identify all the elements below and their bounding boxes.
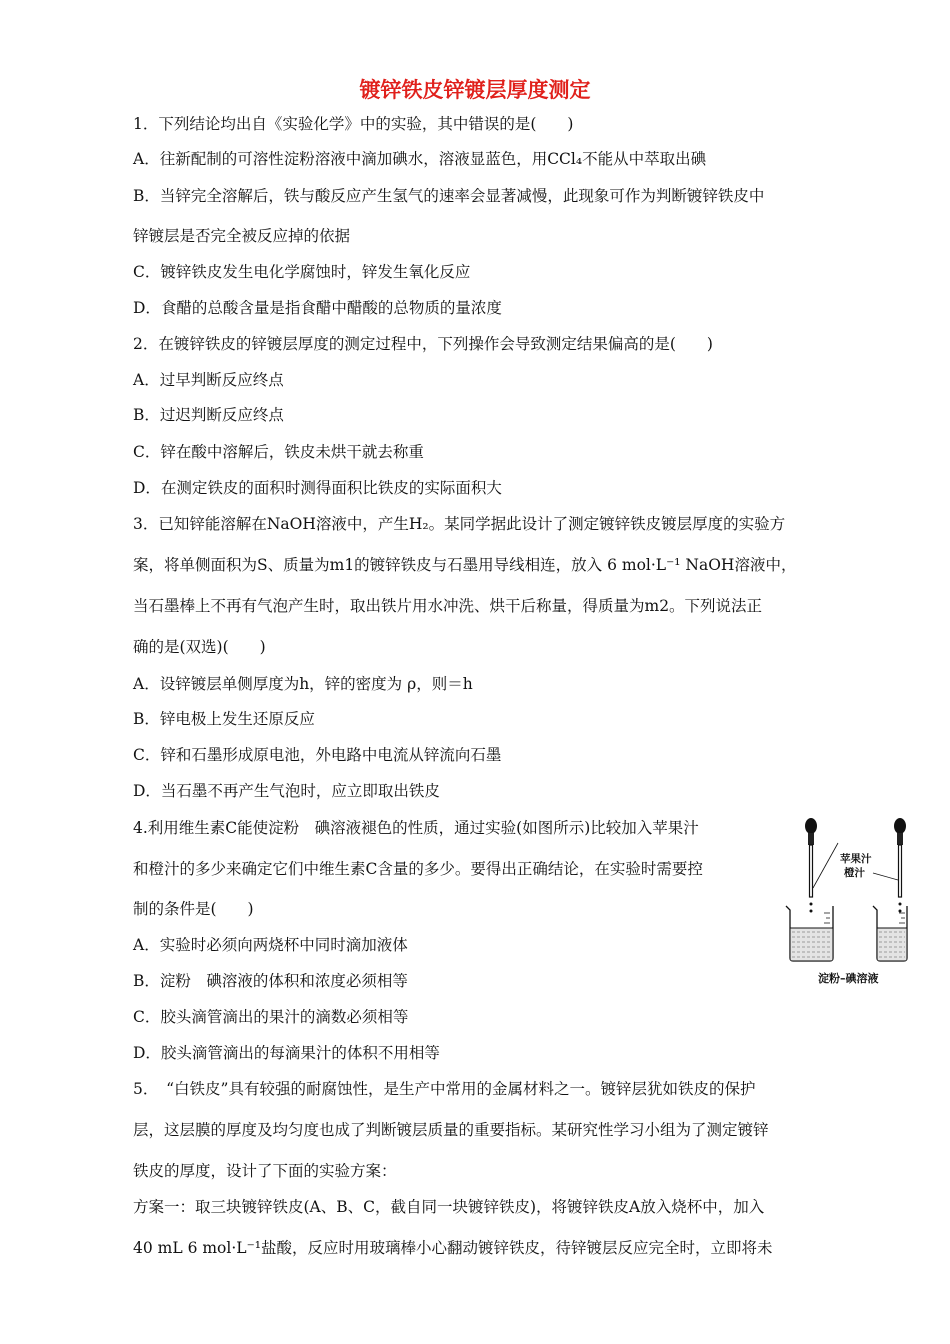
q1-option-b: B．当锌完全溶解后，铁与酸反应产生氢气的速率会显著减慢，此现象可作为判断镀锌铁皮中 — [133, 187, 765, 205]
label-apple-juice: 苹果汁 — [840, 853, 872, 865]
q4-stem-3: 制的条件是( ) — [133, 900, 254, 918]
q3-stem-1: 3．已知锌能溶解在NaOH溶液中，产生H₂。某同学据此设计了测定镀锌铁皮镀层厚度的实验方 — [133, 515, 786, 533]
q4-option-a: A．实验时必须向两烧杯中同时滴加液体 — [133, 936, 408, 954]
q3-stem-2: 案，将单侧面积为S、质量为m1的镀锌铁皮与石墨用导线相连，放入 6 mol·L⁻¹ NaOH溶液中， — [133, 556, 797, 574]
q1-option-d: D．食醋的总酸含量是指食醋中醋酸的总物质的量浓度 — [133, 299, 502, 317]
q3-option-b: B．锌电极上发生还原反应 — [133, 710, 315, 728]
q3-option-c: C．锌和石墨形成原电池，外电路中电流从锌流向石墨 — [133, 746, 502, 764]
q2-option-b: B．过迟判断反应终点 — [133, 406, 284, 424]
q4-option-b: B．淀粉 碘溶液的体积和浓度必须相等 — [133, 972, 408, 990]
q5-stem-1: 5． “白铁皮”具有较强的耐腐蚀性，是生产中常用的金属材料之一。镀锌层犹如铁皮的保护 — [133, 1080, 756, 1098]
q1-option-b-cont: 锌镀层是否完全被反应掉的依据 — [133, 227, 351, 245]
q1-option-c: C．镀锌铁皮发生电化学腐蚀时，锌发生氧化反应 — [133, 263, 471, 281]
q5-stem-3: 铁皮的厚度，设计了下面的实验方案： — [133, 1162, 397, 1180]
q3-option-a: A．设锌镀层单侧厚度为h，锌的密度为 ρ，则＝h — [133, 675, 473, 693]
q4-stem-1: 4.利用维生素C能使淀粉 碘溶液褪色的性质，通过实验(如图所示)比较加入苹果汁 — [133, 819, 699, 837]
q2-option-d: D．在测定铁皮的面积时测得面积比铁皮的实际面积大 — [133, 479, 502, 497]
beaker-left — [786, 906, 833, 961]
q1-stem: 1．下列结论均出自《实验化学》中的实验，其中错误的是( ) — [133, 115, 574, 133]
q4-option-c: C．胶头滴管滴出的果汁的滴数必须相等 — [133, 1008, 409, 1026]
beaker-right — [873, 906, 907, 961]
q4-stem-2: 和橙汁的多少来确定它们中维生素C含量的多少。要得出正确结论，在实验时需要控 — [133, 860, 703, 878]
q2-option-c: C．锌在酸中溶解后，铁皮未烘干就去称重 — [133, 443, 424, 461]
q2-stem: 2．在镀锌铁皮的锌镀层厚度的测定过程中，下列操作会导致测定结果偏高的是( ) — [133, 335, 713, 353]
q3-stem-4: 确的是(双选)( ) — [133, 638, 266, 656]
experiment-figure — [780, 818, 910, 993]
dropper-right — [894, 818, 906, 913]
q2-option-a: A．过早判断反应终点 — [133, 371, 284, 389]
document-title: 镀锌铁皮锌镀层厚度测定 — [359, 78, 591, 102]
q3-option-d: D．当石墨不再产生气泡时，应立即取出铁皮 — [133, 782, 440, 800]
q1-option-a: A．往新配制的可溶性淀粉溶液中滴加碘水，溶液显蓝色，用CCl₄不能从中萃取出碘 — [133, 150, 707, 168]
label-starch-iodine: 淀粉–碘溶液 — [818, 972, 879, 985]
q4-option-d: D．胶头滴管滴出的每滴果汁的体积不用相等 — [133, 1044, 440, 1062]
q3-stem-3: 当石墨棒上不再有气泡产生时，取出铁片用水冲洗、烘干后称量，得质量为m2。下列说法正 — [133, 597, 763, 615]
dropper-left — [805, 818, 817, 913]
q5-stem-2: 层，这层膜的厚度及均匀度也成了判断镀层质量的重要指标。某研究性学习小组为了测定镀锌 — [133, 1121, 769, 1139]
label-orange-juice: 橙汁 — [844, 867, 865, 879]
q5-plan-2: 40 mL 6 mol·L⁻¹盐酸，反应时用玻璃棒小心翻动镀锌铁皮，待锌镀层反应完全时，立即将未 — [133, 1239, 773, 1257]
q5-plan-1: 方案一：取三块镀锌铁皮(A、B、C，截自同一块镀锌铁皮)，将镀锌铁皮A放入烧杯中，加入 — [133, 1198, 765, 1216]
